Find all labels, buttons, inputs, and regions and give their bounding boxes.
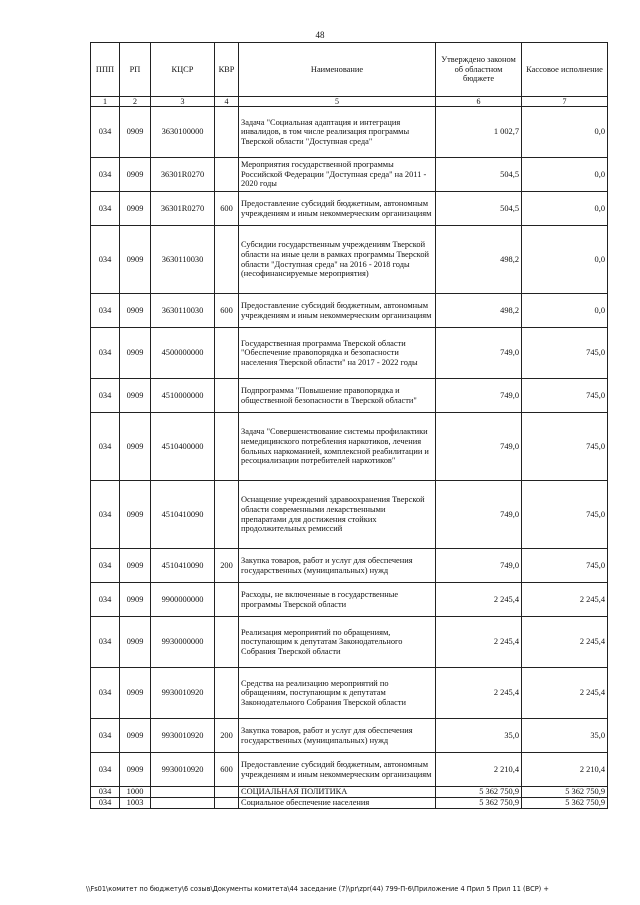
column-number: 3 (151, 97, 215, 107)
cell-approved: 749,0 (436, 481, 522, 549)
cell-ppp: 034 (91, 413, 120, 481)
table-row (91, 798, 608, 809)
cell-ppp: 034 (91, 753, 120, 787)
cell-rp: 0909 (120, 753, 151, 787)
column-number: 2 (120, 97, 151, 107)
cell-kcsr: 3630100000 (151, 107, 215, 158)
column-number: 5 (239, 97, 436, 107)
cell-kvr: 200 (215, 719, 239, 753)
cell-rp: 0909 (120, 413, 151, 481)
table-row (91, 328, 608, 379)
cell-name: Субсидии государственным учреждениям Тверской области на иные цели в рамках программы Тверской области "Доступная среда" на 2016 - 2018 годы (несофинансируемые мероприятия) (239, 226, 436, 294)
cell-ppp: 034 (91, 549, 120, 583)
cell-name: Расходы, не включенные в государственные программы Тверской области (239, 583, 436, 617)
cell-kcsr: 36301R0270 (151, 192, 215, 226)
cell-approved: 2 245,4 (436, 668, 522, 719)
table-row (91, 787, 608, 798)
table-row (91, 379, 608, 413)
cell-name: Предоставление субсидий бюджетным, автономным учреждениям и иным некоммерческим организациям (239, 192, 436, 226)
table-row (91, 294, 608, 328)
cell-executed: 0,0 (522, 192, 608, 226)
cell-ppp: 034 (91, 787, 120, 798)
cell-approved: 749,0 (436, 328, 522, 379)
table-row (91, 617, 608, 668)
header-name: Наименование (239, 43, 436, 97)
cell-name: Оснащение учреждений здравоохранения Тверской области современными лекарственными препаратами для достижения стойких продолжительных ремиссий (239, 481, 436, 549)
cell-kvr (215, 787, 239, 798)
table-row (91, 753, 608, 787)
header-kvr: КВР (215, 43, 239, 97)
table-row (91, 413, 608, 481)
cell-executed: 2 245,4 (522, 617, 608, 668)
header-approved: Утверждено законом об областном бюджете (436, 43, 522, 97)
cell-kvr: 600 (215, 753, 239, 787)
cell-name: Средства на реализацию мероприятий по обращениям, поступающим к депутатам Законодательного Собрания Тверской области (239, 668, 436, 719)
header-executed: Кассовое исполнение (522, 43, 608, 97)
cell-kcsr: 4510400000 (151, 413, 215, 481)
cell-executed: 2 245,4 (522, 583, 608, 617)
cell-ppp: 034 (91, 328, 120, 379)
cell-executed: 745,0 (522, 328, 608, 379)
cell-kvr (215, 328, 239, 379)
cell-kcsr (151, 787, 215, 798)
cell-name: Социальное обеспечение населения (239, 798, 436, 809)
cell-rp: 0909 (120, 549, 151, 583)
cell-kvr: 600 (215, 192, 239, 226)
cell-approved: 498,2 (436, 294, 522, 328)
cell-approved: 2 245,4 (436, 617, 522, 668)
cell-approved: 504,5 (436, 158, 522, 192)
cell-kvr: 600 (215, 294, 239, 328)
cell-ppp: 034 (91, 583, 120, 617)
cell-ppp: 034 (91, 798, 120, 809)
cell-rp: 0909 (120, 617, 151, 668)
cell-name: Государственная программа Тверской области "Обеспечение правопорядка и безопасности населения Тверской области" на 2017 - 2022 годы (239, 328, 436, 379)
cell-kvr (215, 413, 239, 481)
cell-rp: 0909 (120, 583, 151, 617)
cell-kcsr: 9900000000 (151, 583, 215, 617)
cell-executed: 745,0 (522, 379, 608, 413)
cell-kcsr: 9930010920 (151, 668, 215, 719)
cell-name: Задача "Совершенствование системы профилактики немедицинского потребления наркотиков, лечения больных наркоманией, комплексной реабилитации и ресоциализации потребителей наркотиков" (239, 413, 436, 481)
cell-name: Предоставление субсидий бюджетным, автономным учреждениям и иным некоммерческим организациям (239, 753, 436, 787)
cell-kcsr: 4500000000 (151, 328, 215, 379)
cell-name: Закупка товаров, работ и услуг для обеспечения государственных (муниципальных) нужд (239, 549, 436, 583)
cell-rp: 1003 (120, 798, 151, 809)
cell-approved: 5 362 750,9 (436, 798, 522, 809)
cell-rp: 0909 (120, 668, 151, 719)
table-row (91, 226, 608, 294)
cell-kcsr: 4510410090 (151, 481, 215, 549)
cell-rp: 0909 (120, 294, 151, 328)
budget-table (90, 42, 608, 809)
cell-kcsr (151, 798, 215, 809)
column-number: 6 (436, 97, 522, 107)
cell-kcsr: 9930010920 (151, 719, 215, 753)
column-number-row (91, 97, 608, 107)
cell-kvr (215, 481, 239, 549)
header-row (91, 43, 608, 97)
cell-approved: 504,5 (436, 192, 522, 226)
cell-ppp: 034 (91, 379, 120, 413)
table-row (91, 549, 608, 583)
table-row (91, 158, 608, 192)
table-row (91, 481, 608, 549)
cell-executed: 0,0 (522, 107, 608, 158)
header-ppp: ППП (91, 43, 120, 97)
cell-approved: 5 362 750,9 (436, 787, 522, 798)
cell-rp: 0909 (120, 192, 151, 226)
cell-rp: 0909 (120, 107, 151, 158)
cell-name: Реализация мероприятий по обращениям, поступающим к депутатам Законодательного Собрания Тверской области (239, 617, 436, 668)
cell-kcsr: 4510410090 (151, 549, 215, 583)
cell-executed: 0,0 (522, 226, 608, 294)
cell-approved: 1 002,7 (436, 107, 522, 158)
file-path-footer: \\Fs01\комитет по бюджету\6 созыв\Документы комитета\44 заседание (7)\pr\zpr(44) 799-П-6\Приложение 4 Прил 5 Прил 11 (ВСР) + (86, 885, 549, 893)
cell-kvr (215, 226, 239, 294)
cell-ppp: 034 (91, 192, 120, 226)
cell-ppp: 034 (91, 481, 120, 549)
cell-approved: 35,0 (436, 719, 522, 753)
cell-kvr (215, 379, 239, 413)
cell-executed: 0,0 (522, 158, 608, 192)
cell-name: Мероприятия государственной программы Российской Федерации "Доступная среда" на 2011 - 2020 годы (239, 158, 436, 192)
cell-kvr (215, 798, 239, 809)
cell-name: СОЦИАЛЬНАЯ ПОЛИТИКА (239, 787, 436, 798)
page-number: 48 (315, 30, 325, 40)
cell-ppp: 034 (91, 107, 120, 158)
cell-executed: 745,0 (522, 549, 608, 583)
cell-executed: 5 362 750,9 (522, 787, 608, 798)
cell-name: Задача "Социальная адаптация и интеграция инвалидов, в том числе реализация программы Тверской области "Доступная среда" (239, 107, 436, 158)
cell-rp: 0909 (120, 379, 151, 413)
cell-kcsr: 36301R0270 (151, 158, 215, 192)
column-number: 4 (215, 97, 239, 107)
cell-ppp: 034 (91, 617, 120, 668)
cell-kcsr: 9930000000 (151, 617, 215, 668)
cell-approved: 749,0 (436, 379, 522, 413)
cell-kcsr: 3630110030 (151, 294, 215, 328)
table-body (91, 107, 608, 809)
cell-rp: 0909 (120, 158, 151, 192)
cell-approved: 749,0 (436, 549, 522, 583)
table-row (91, 719, 608, 753)
table-row (91, 192, 608, 226)
table-row (91, 107, 608, 158)
cell-approved: 2 245,4 (436, 583, 522, 617)
cell-rp: 1000 (120, 787, 151, 798)
cell-ppp: 034 (91, 158, 120, 192)
cell-executed: 745,0 (522, 413, 608, 481)
cell-rp: 0909 (120, 226, 151, 294)
cell-executed: 5 362 750,9 (522, 798, 608, 809)
cell-approved: 498,2 (436, 226, 522, 294)
cell-executed: 2 245,4 (522, 668, 608, 719)
cell-kvr (215, 158, 239, 192)
cell-kvr (215, 107, 239, 158)
column-number: 7 (522, 97, 608, 107)
header-rp: РП (120, 43, 151, 97)
cell-ppp: 034 (91, 668, 120, 719)
cell-rp: 0909 (120, 481, 151, 549)
cell-executed: 0,0 (522, 294, 608, 328)
cell-kcsr: 3630110030 (151, 226, 215, 294)
cell-kvr (215, 583, 239, 617)
cell-ppp: 034 (91, 719, 120, 753)
cell-executed: 2 210,4 (522, 753, 608, 787)
cell-rp: 0909 (120, 719, 151, 753)
cell-approved: 2 210,4 (436, 753, 522, 787)
cell-kcsr: 9930010920 (151, 753, 215, 787)
cell-kvr (215, 617, 239, 668)
table-row (91, 583, 608, 617)
cell-name: Подпрограмма "Повышение правопорядка и общественной безопасности в Тверской области" (239, 379, 436, 413)
cell-name: Закупка товаров, работ и услуг для обеспечения государственных (муниципальных) нужд (239, 719, 436, 753)
table-row (91, 668, 608, 719)
cell-executed: 745,0 (522, 481, 608, 549)
cell-ppp: 034 (91, 294, 120, 328)
cell-name: Предоставление субсидий бюджетным, автономным учреждениям и иным некоммерческим организациям (239, 294, 436, 328)
column-number: 1 (91, 97, 120, 107)
cell-approved: 749,0 (436, 413, 522, 481)
cell-ppp: 034 (91, 226, 120, 294)
cell-kvr: 200 (215, 549, 239, 583)
cell-kcsr: 4510000000 (151, 379, 215, 413)
cell-executed: 35,0 (522, 719, 608, 753)
cell-kvr (215, 668, 239, 719)
header-kcsr: КЦСР (151, 43, 215, 97)
cell-rp: 0909 (120, 328, 151, 379)
